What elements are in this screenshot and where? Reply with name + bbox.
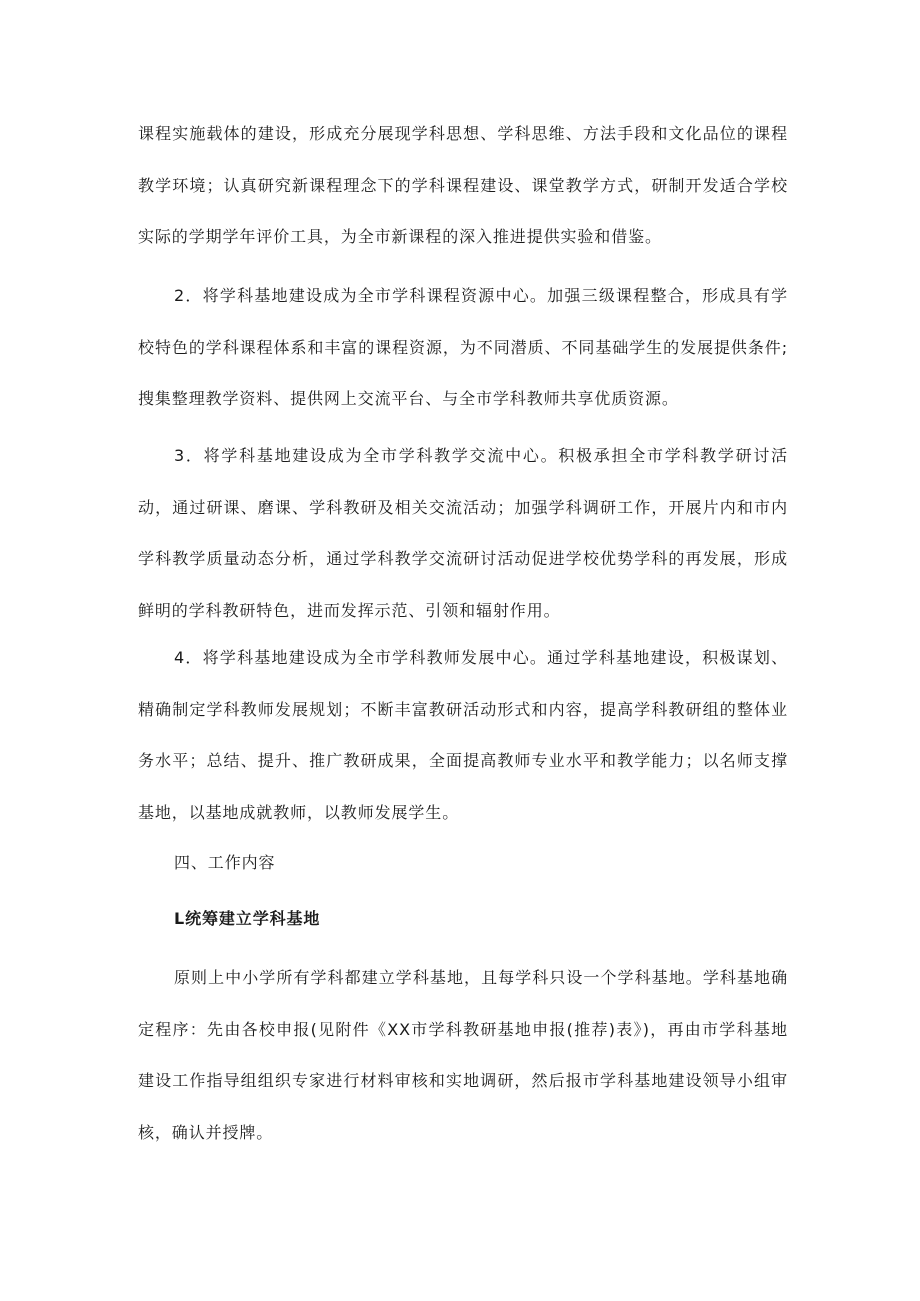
- section-heading: 四、工作内容: [174, 853, 276, 872]
- paragraph-item-2: 2．将学科基地建设成为全市学科课程资源中心。加强三级课程整合，形成具有学校特色的学科课程体系和丰富的课程资源，为不同潜质、不同基础学生的发展提供条件;搜集整理教学资料、提供网上交流平台、与全市学科教师共享优质资源。: [138, 286, 788, 408]
- paragraph-continuation: 课程实施载体的建设，形成充分展现学科思想、学科思维、方法手段和文化品位的课程教学环境；认真研究新课程理念下的学科课程建设、课堂教学方式，研制开发适合学校实际的学期学年评价工具，为全市新课程的深入推进提供实验和借鉴。: [138, 124, 788, 246]
- paragraph-item-4: 4．将学科基地建设成为全市学科教师发展中心。通过学科基地建设，积极谋划、精确制定学科教师发展规划；不断丰富教研活动形式和内容，提高学科教研组的整体业务水平；总结、提升、推广教研成果，全面提高教师专业水平和教学能力；以名师支撑基地，以基地成就教师，以教师发展学生。: [138, 648, 788, 822]
- paragraph-final: 原则上中小学所有学科都建立学科基地，且每学科只设一个学科基地。学科基地确定程序：先由各校申报(见附件《XX市学科教研基地申报(推荐)表》)，再由市学科基地建设工作指导组组织专家进行材料审核和实地调研，然后报市学科基地建设领导小组审核，确认并授牌。: [138, 968, 788, 1142]
- paragraph-item-3: 3．将学科基地建设成为全市学科教学交流中心。积极承担全市学科教学研讨活动，通过研课、磨课、学科教研及相关交流活动；加强学科调研工作，开展片内和市内学科教学质量动态分析，通过学科教学交流研讨活动促进学校优势学科的再发展，形成鲜明的学科教研特色，进而发挥示范、引领和辐射作用。: [138, 446, 788, 620]
- subheading: L统筹建立学科基地: [174, 909, 321, 928]
